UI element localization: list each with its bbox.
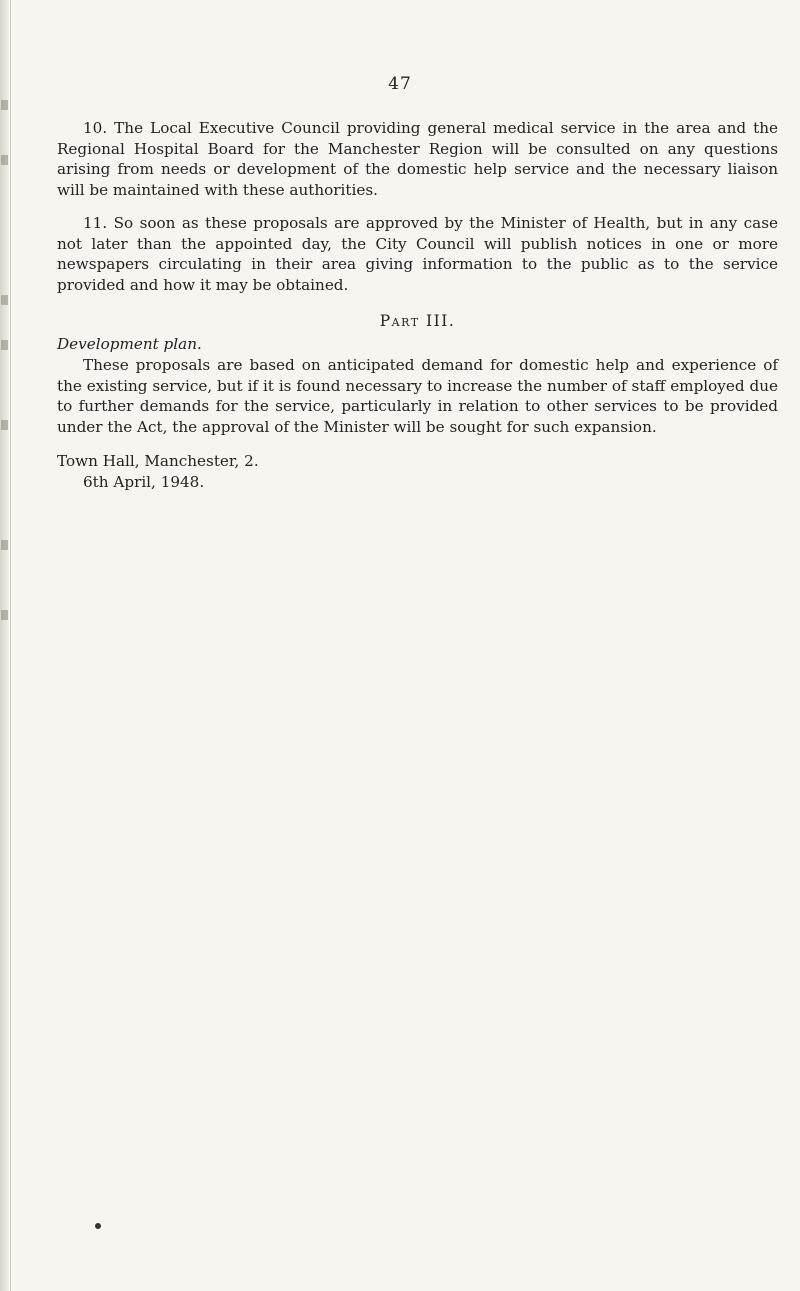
part-heading: Part III. <box>379 312 456 330</box>
signoff <box>57 451 778 492</box>
paragraph-10: 10. The Local Executive Council providing general medical service in the area and the Regional Hospital Board for the Manchester Region will be consulted on any questions arising from needs or development of the domestic help service and the necessary liaison will be maintained with these authorities. <box>57 119 778 199</box>
binding-mark <box>1 420 8 430</box>
page-number: 47 <box>388 74 412 94</box>
paragraph-11: 11. So soon as these proposals are approved by the Minister of Health, but in any case not later than the appointed day, the City Council will publish notices in one or more newspapers circulating in their area giving information to the public as to the service provided and how it may be obtained. <box>57 214 778 294</box>
section-subheading: Development plan. <box>57 334 202 353</box>
binding-mark <box>1 610 8 620</box>
binding-mark <box>1 295 8 305</box>
binding-mark <box>1 155 8 165</box>
binding-mark <box>1 100 8 110</box>
binding-edge <box>0 0 11 1291</box>
binding-mark <box>1 340 8 350</box>
binding-mark <box>1 540 8 550</box>
signoff-date: 6th April, 1948. <box>83 472 205 491</box>
signoff-place: Town Hall, Manchester, 2. <box>57 452 259 470</box>
ink-speck <box>95 1223 101 1229</box>
document-body <box>57 118 778 492</box>
paragraph-development-plan: These proposals are based on anticipated demand for domestic help and experience of the existing service, but if it is found necessary to increase the number of staff employed due to further demands for the service, particularly in relation to other services to be provided under the Act, the approval of the Minister will be sought for such expansion. <box>57 356 778 436</box>
